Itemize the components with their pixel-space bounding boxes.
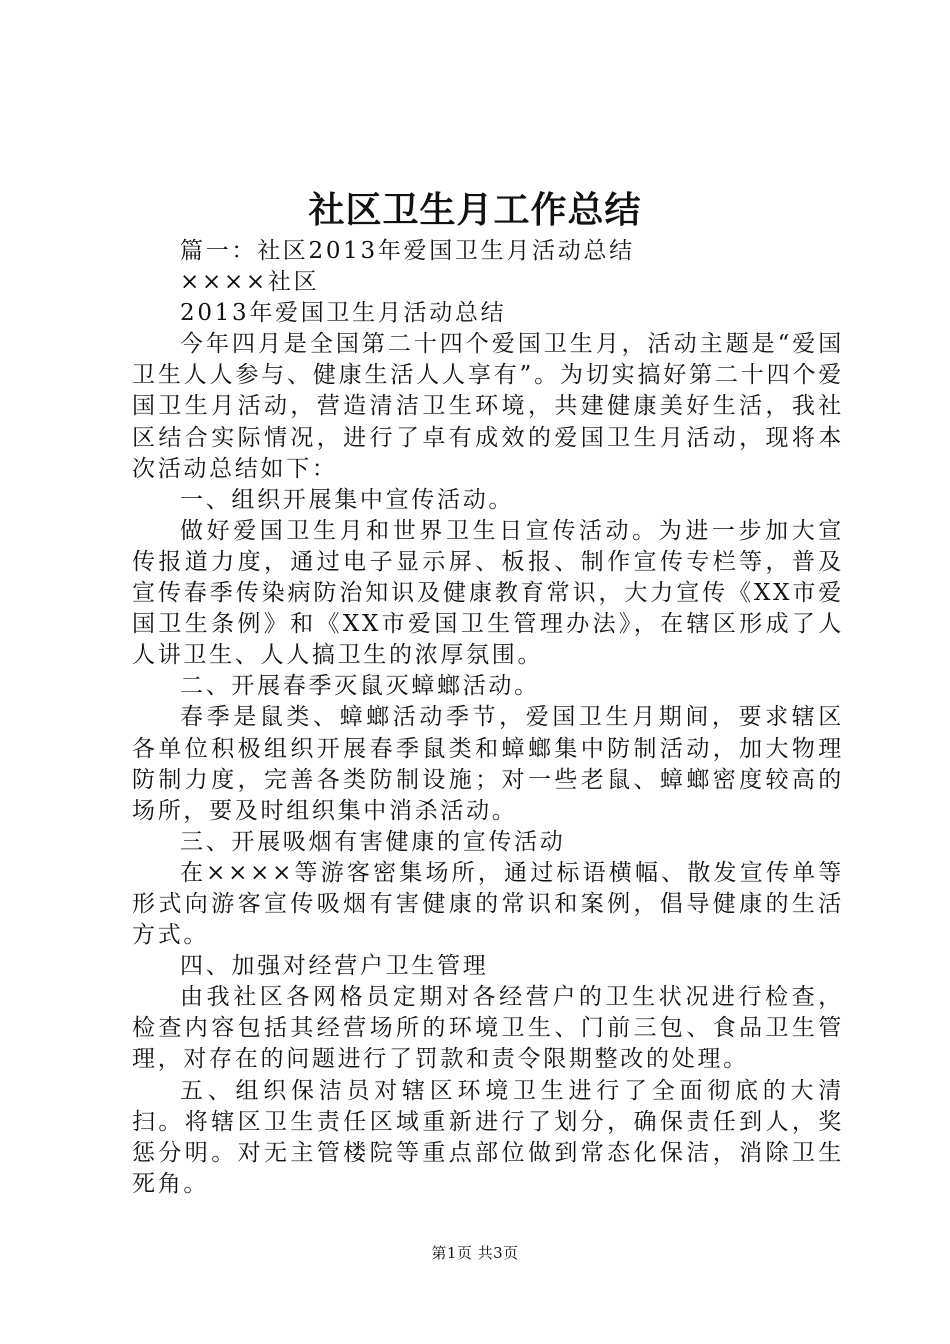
section-paragraph-4: 由我社区各网格员定期对各经营户的卫生状况进行检查，检查内容包括其经营场所的环境卫生、门前三包、食品卫生管理，对存在的问题进行了罚款和责令限期整改的处理。 <box>132 984 844 1073</box>
section-paragraph-1: 做好爱国卫生月和世界卫生日宣传活动。为进一步加大宣传报道力度，通过电子显示屏、板报、制作宣传专栏等，普及宣传春季传染病防治知识及健康教育常识，大力宣传《XX市爱国卫生条例》和《XX市爱国卫生管理办法》，在辖区形成了人人讲卫生、人人搞卫生的浓厚氛围。 <box>132 517 844 669</box>
community-name: ××××社区 <box>180 269 320 296</box>
section-paragraph-3: 在××××等游客密集场所，通过标语横幅、散发宣传单等形式向游客宣传吸烟有害健康的常识和案例，倡导健康的生活方式。 <box>132 859 844 949</box>
page-number-footer: 第1页 共3页 <box>431 1244 519 1262</box>
section-heading-article-one: 篇一：社区2013年爱国卫生月活动总结 <box>180 238 635 264</box>
document-body <box>132 236 844 1200</box>
section-paragraph-5: 五、组织保洁员对辖区环境卫生进行了全面彻底的大清扫。将辖区卫生责任区域重新进行了划分，确保责任到人，奖惩分明。对无主管楼院等重点部位做到常态化保洁，消除卫生死角。 <box>132 1077 844 1197</box>
section-heading-4: 四、加强对经营户卫生管理 <box>180 953 489 980</box>
section-paragraph-2: 春季是鼠类、蟑螂活动季节，爱国卫生月期间，要求辖区各单位积极组织开展春季鼠类和蟑螂集中防制活动，加大物理防制力度，完善各类防制设施；对一些老鼠、蟑螂密度较高的场所，要及时组织集中消杀活动。 <box>132 704 844 824</box>
report-subtitle: 2013年爱国卫生月活动总结 <box>180 300 507 327</box>
section-heading-3: 三、开展吸烟有害健康的宣传活动 <box>180 828 566 855</box>
document-title: 社区卫生月工作总结 <box>308 189 642 231</box>
section-heading-1: 一、组织开展集中宣传活动。 <box>180 486 515 513</box>
intro-paragraph: 今年四月是全国第二十四个爱国卫生月，活动主题是“爱国卫生人人参与、健康生活人人享有”。为切实搞好第二十四个爱国卫生月活动，营造清洁卫生环境，共建健康美好生活，我社区结合实际情况，进行了卓有成效的爱国卫生月活动，现将本次活动总结如下： <box>132 331 844 482</box>
section-heading-2: 二、开展春季灭鼠灭蟑螂活动。 <box>180 673 540 700</box>
